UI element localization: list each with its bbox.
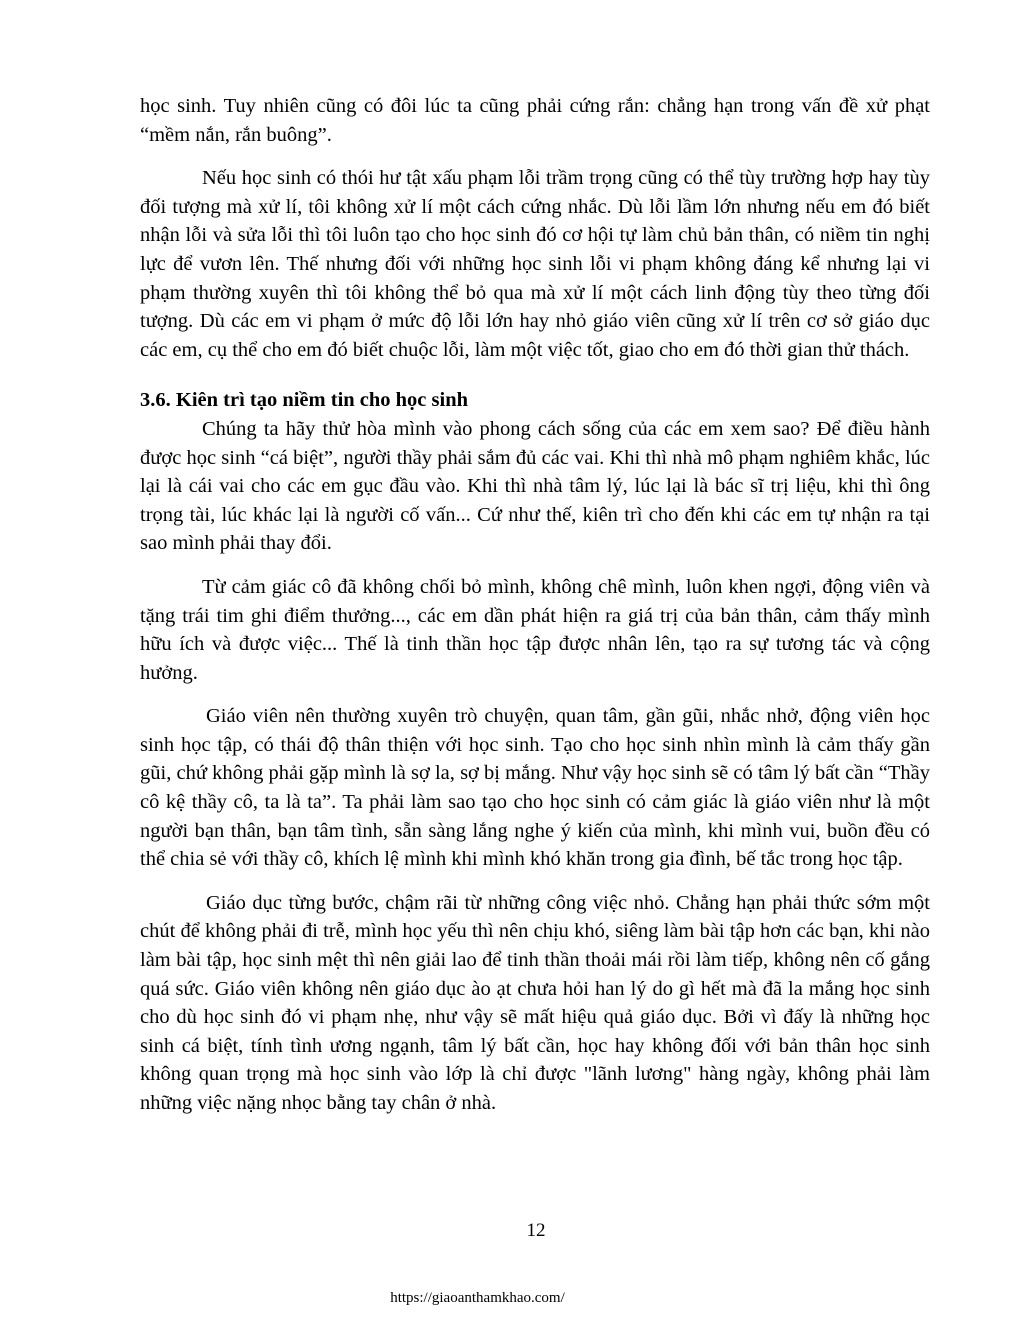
paragraph-section-3: Giáo viên nên thường xuyên trò chuyện, quan tâm, gần gũi, nhắc nhở, động viên học sinh học tập, có thái độ thân thiện với học sinh. Tạo cho học sinh nhìn mình là cảm thấy gần gũi, chứ không phải gặp mình là sợ la, sợ bị mắng. Như vậy học sinh sẽ có tâm lý bất cần “Thầy cô kệ thầy cô, ta là ta”. Ta phải làm sao tạo cho học sinh có cảm giác là giáo viên như là một người bạn thân, bạn tâm tình, sẵn sàng lắng nghe ý kiến của mình, khi mình vui, buồn đều có thể chia sẻ với thầy cô, khích lệ mình khi mình khó khăn trong gia đình, bế tắc trong học tập.: [140, 705, 930, 871]
page-number: 12: [526, 1220, 546, 1241]
footer-url: https://giaoanthamkhao.com/: [390, 1290, 565, 1306]
paragraph-section-2: Từ cảm giác cô đã không chối bỏ mình, không chê mình, luôn khen ngợi, động viên và tặng trái tim ghi điểm thưởng..., các em dần phát hiện ra giá trị của bản thân, cảm thấy mình hữu ích và được việc... Thế là tinh thần học tập được nhân lên, tạo ra sự tương tác và cộng hưởng.: [140, 575, 930, 684]
section-heading: 3.6. Kiên trì tạo niềm tin cho học sinh: [140, 389, 469, 412]
paragraph-section-4: Giáo dục từng bước, chậm rãi từ những công việc nhỏ. Chẳng hạn phải thức sớm một chút để không phải đi trễ, mình học yếu thì nên chịu khó, siêng làm bài tập hơn các bạn, khi nào làm bài tập, học sinh mệt thì nên giải lao để tinh thần thoải mái rồi làm tiếp, không nên cố gắng quá sức. Giáo viên không nên giáo dục ào ạt chưa hỏi han lý do gì hết mà đã la mắng học sinh cho dù học sinh đó vi phạm nhẹ, như vậy sẽ mất hiệu quả giáo dục. Bởi vì đấy là những học sinh cá biệt, tính tình ương ngạnh, tâm lý bất cần, học hay không đối với bản thân học sinh không quan trọng mà học sinh vào lớp là chỉ được "lãnh lương" hàng ngày, không phải làm những việc nặng nhọc bằng tay chân ở nhà.: [140, 891, 930, 1114]
paragraph-section-1: Chúng ta hãy thử hòa mình vào phong cách sống của các em xem sao? Để điều hành được học sinh “cá biệt”, người thầy phải sắm đủ các vai. Khi thì nhà mô phạm nghiêm khắc, lúc lại là cái vai cho các em gục đầu vào. Khi thì nhà tâm lý, lúc lại là bác sĩ trị liệu, khi thì ông trọng tài, lúc khác lại là người cố vấn... Cứ như thế, kiên trì cho đến khi các em tự nhận ra tại sao mình phải thay đổi.: [140, 417, 930, 555]
paragraph-continuation: học sinh. Tuy nhiên cũng có đôi lúc ta cũng phải cứng rắn: chẳng hạn trong vấn đề xử phạt “mềm nắn, rắn buông”.: [140, 95, 930, 146]
paragraph-discipline: Nếu học sinh có thói hư tật xấu phạm lỗi trầm trọng cũng có thể tùy trường hợp hay tùy đối tượng mà xử lí, tôi không xử lí một cách cứng nhắc. Dù lỗi lầm lớn nhưng nếu em đó biết nhận lỗi và sửa lỗi thì tôi luôn tạo cho học sinh đó cơ hội tự làm chủ bản thân, có niềm tin nghị lực để vươn lên. Thế nhưng đối với những học sinh lỗi vi phạm không đáng kể nhưng lại vi phạm thường xuyên thì tôi không thể bỏ qua mà xử lí một cách linh động tùy theo từng đối tượng. Dù các em vi phạm ở mức độ lỗi lớn hay nhỏ giáo viên cũng xử lí trên cơ sở giáo dục các em, cụ thể cho em đó biết chuộc lỗi, làm một việc tốt, giao cho em đó thời gian thử thách.: [140, 167, 930, 361]
document-body: [140, 92, 930, 1118]
